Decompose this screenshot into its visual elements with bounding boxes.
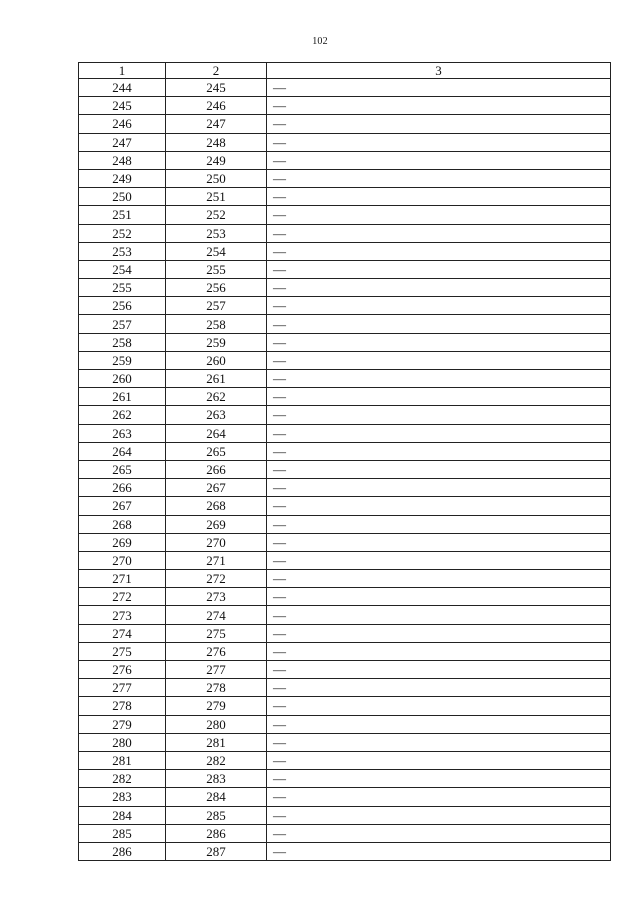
- cell-col-3: —: [267, 842, 611, 860]
- cell-col-3: —: [267, 224, 611, 242]
- cell-col-3: —: [267, 260, 611, 278]
- cell-col-3: —: [267, 479, 611, 497]
- data-table: [78, 62, 611, 861]
- table-row: [79, 642, 611, 660]
- table-row: [79, 279, 611, 297]
- table-row: [79, 260, 611, 278]
- column-header-1: 1: [79, 63, 166, 79]
- cell-col-2: 278: [166, 679, 267, 697]
- cell-col-2: 266: [166, 460, 267, 478]
- cell-col-2: 245: [166, 79, 267, 97]
- cell-col-2: 248: [166, 133, 267, 151]
- cell-col-3: —: [267, 770, 611, 788]
- cell-col-2: 274: [166, 606, 267, 624]
- cell-col-2: 284: [166, 788, 267, 806]
- cell-col-2: 257: [166, 297, 267, 315]
- table-row: [79, 169, 611, 187]
- table-row: [79, 133, 611, 151]
- cell-col-1: 249: [79, 169, 166, 187]
- cell-col-3: —: [267, 788, 611, 806]
- table-row: [79, 606, 611, 624]
- cell-col-2: 256: [166, 279, 267, 297]
- table-row: [79, 97, 611, 115]
- cell-col-2: 269: [166, 515, 267, 533]
- cell-col-3: —: [267, 370, 611, 388]
- cell-col-1: 250: [79, 188, 166, 206]
- table-row: [79, 297, 611, 315]
- cell-col-3: —: [267, 733, 611, 751]
- table-row: [79, 661, 611, 679]
- table-row: [79, 588, 611, 606]
- cell-col-3: —: [267, 679, 611, 697]
- table-row: [79, 515, 611, 533]
- cell-col-1: 260: [79, 370, 166, 388]
- cell-col-3: —: [267, 606, 611, 624]
- cell-col-3: —: [267, 624, 611, 642]
- cell-col-1: 268: [79, 515, 166, 533]
- table-row: [79, 751, 611, 769]
- table-row: [79, 206, 611, 224]
- table-row: [79, 806, 611, 824]
- cell-col-2: 250: [166, 169, 267, 187]
- cell-col-2: 253: [166, 224, 267, 242]
- table-row: [79, 551, 611, 569]
- cell-col-2: 282: [166, 751, 267, 769]
- cell-col-3: —: [267, 442, 611, 460]
- cell-col-3: —: [267, 824, 611, 842]
- cell-col-1: 281: [79, 751, 166, 769]
- cell-col-3: —: [267, 642, 611, 660]
- table-row: [79, 733, 611, 751]
- cell-col-3: —: [267, 333, 611, 351]
- table-row: [79, 770, 611, 788]
- cell-col-3: —: [267, 115, 611, 133]
- cell-col-3: —: [267, 315, 611, 333]
- cell-col-1: 254: [79, 260, 166, 278]
- table-row: [79, 424, 611, 442]
- cell-col-3: —: [267, 515, 611, 533]
- cell-col-1: 269: [79, 533, 166, 551]
- table-row: [79, 842, 611, 860]
- cell-col-1: 253: [79, 242, 166, 260]
- cell-col-2: 272: [166, 570, 267, 588]
- cell-col-2: 264: [166, 424, 267, 442]
- cell-col-2: 275: [166, 624, 267, 642]
- table-row: [79, 697, 611, 715]
- table-row: [79, 351, 611, 369]
- cell-col-1: 245: [79, 97, 166, 115]
- cell-col-1: 259: [79, 351, 166, 369]
- cell-col-1: 274: [79, 624, 166, 642]
- cell-col-1: 251: [79, 206, 166, 224]
- cell-col-3: —: [267, 297, 611, 315]
- cell-col-1: 255: [79, 279, 166, 297]
- cell-col-3: —: [267, 751, 611, 769]
- table-row: [79, 460, 611, 478]
- cell-col-1: 265: [79, 460, 166, 478]
- cell-col-3: —: [267, 715, 611, 733]
- cell-col-1: 275: [79, 642, 166, 660]
- cell-col-3: —: [267, 697, 611, 715]
- cell-col-1: 256: [79, 297, 166, 315]
- cell-col-3: —: [267, 151, 611, 169]
- table-row: [79, 79, 611, 97]
- table-row: [79, 188, 611, 206]
- table-row: [79, 315, 611, 333]
- cell-col-2: 249: [166, 151, 267, 169]
- cell-col-1: 276: [79, 661, 166, 679]
- table-header: [79, 63, 611, 79]
- table-row: [79, 370, 611, 388]
- table-row: [79, 224, 611, 242]
- cell-col-2: 267: [166, 479, 267, 497]
- cell-col-3: —: [267, 79, 611, 97]
- cell-col-3: —: [267, 279, 611, 297]
- table-row: [79, 497, 611, 515]
- cell-col-3: —: [267, 806, 611, 824]
- cell-col-1: 262: [79, 406, 166, 424]
- cell-col-3: —: [267, 206, 611, 224]
- cell-col-1: 264: [79, 442, 166, 460]
- cell-col-2: 263: [166, 406, 267, 424]
- cell-col-2: 261: [166, 370, 267, 388]
- table-row: [79, 679, 611, 697]
- cell-col-2: 260: [166, 351, 267, 369]
- table-row: [79, 333, 611, 351]
- cell-col-2: 285: [166, 806, 267, 824]
- table-row: [79, 151, 611, 169]
- cell-col-2: 254: [166, 242, 267, 260]
- cell-col-1: 277: [79, 679, 166, 697]
- cell-col-1: 263: [79, 424, 166, 442]
- cell-col-3: —: [267, 351, 611, 369]
- header-row: [79, 63, 611, 79]
- cell-col-3: —: [267, 424, 611, 442]
- cell-col-2: 273: [166, 588, 267, 606]
- cell-col-3: —: [267, 588, 611, 606]
- cell-col-1: 248: [79, 151, 166, 169]
- table-body: [79, 79, 611, 861]
- cell-col-3: —: [267, 406, 611, 424]
- table-row: [79, 624, 611, 642]
- cell-col-1: 272: [79, 588, 166, 606]
- cell-col-1: 261: [79, 388, 166, 406]
- cell-col-3: —: [267, 551, 611, 569]
- cell-col-2: 252: [166, 206, 267, 224]
- cell-col-3: —: [267, 497, 611, 515]
- cell-col-3: —: [267, 97, 611, 115]
- table-row: [79, 388, 611, 406]
- cell-col-2: 281: [166, 733, 267, 751]
- cell-col-2: 280: [166, 715, 267, 733]
- cell-col-2: 286: [166, 824, 267, 842]
- cell-col-1: 267: [79, 497, 166, 515]
- page-number: 102: [312, 36, 328, 47]
- cell-col-3: —: [267, 188, 611, 206]
- cell-col-3: —: [267, 533, 611, 551]
- cell-col-1: 246: [79, 115, 166, 133]
- cell-col-2: 258: [166, 315, 267, 333]
- cell-col-1: 280: [79, 733, 166, 751]
- cell-col-1: 266: [79, 479, 166, 497]
- cell-col-2: 265: [166, 442, 267, 460]
- cell-col-1: 271: [79, 570, 166, 588]
- table-row: [79, 788, 611, 806]
- cell-col-1: 247: [79, 133, 166, 151]
- cell-col-1: 257: [79, 315, 166, 333]
- cell-col-2: 283: [166, 770, 267, 788]
- cell-col-3: —: [267, 460, 611, 478]
- table-row: [79, 406, 611, 424]
- cell-col-1: 258: [79, 333, 166, 351]
- cell-col-2: 246: [166, 97, 267, 115]
- cell-col-2: 268: [166, 497, 267, 515]
- cell-col-2: 255: [166, 260, 267, 278]
- cell-col-1: 284: [79, 806, 166, 824]
- cell-col-1: 278: [79, 697, 166, 715]
- cell-col-1: 273: [79, 606, 166, 624]
- table-row: [79, 442, 611, 460]
- cell-col-3: —: [267, 133, 611, 151]
- table-row: [79, 479, 611, 497]
- cell-col-2: 287: [166, 842, 267, 860]
- table-row: [79, 115, 611, 133]
- cell-col-1: 279: [79, 715, 166, 733]
- cell-col-2: 279: [166, 697, 267, 715]
- cell-col-2: 277: [166, 661, 267, 679]
- cell-col-1: 282: [79, 770, 166, 788]
- cell-col-3: —: [267, 388, 611, 406]
- cell-col-2: 262: [166, 388, 267, 406]
- cell-col-1: 286: [79, 842, 166, 860]
- cell-col-2: 276: [166, 642, 267, 660]
- cell-col-3: —: [267, 661, 611, 679]
- cell-col-2: 270: [166, 533, 267, 551]
- cell-col-2: 247: [166, 115, 267, 133]
- table-row: [79, 715, 611, 733]
- cell-col-2: 259: [166, 333, 267, 351]
- cell-col-2: 271: [166, 551, 267, 569]
- cell-col-1: 285: [79, 824, 166, 842]
- cell-col-1: 252: [79, 224, 166, 242]
- cell-col-1: 244: [79, 79, 166, 97]
- table-row: [79, 570, 611, 588]
- cell-col-3: —: [267, 169, 611, 187]
- table-row: [79, 533, 611, 551]
- cell-col-1: 283: [79, 788, 166, 806]
- cell-col-3: —: [267, 242, 611, 260]
- table-row: [79, 824, 611, 842]
- column-header-2: 2: [166, 63, 267, 79]
- cell-col-2: 251: [166, 188, 267, 206]
- column-header-3: 3: [267, 63, 611, 79]
- table-row: [79, 242, 611, 260]
- cell-col-3: —: [267, 570, 611, 588]
- cell-col-1: 270: [79, 551, 166, 569]
